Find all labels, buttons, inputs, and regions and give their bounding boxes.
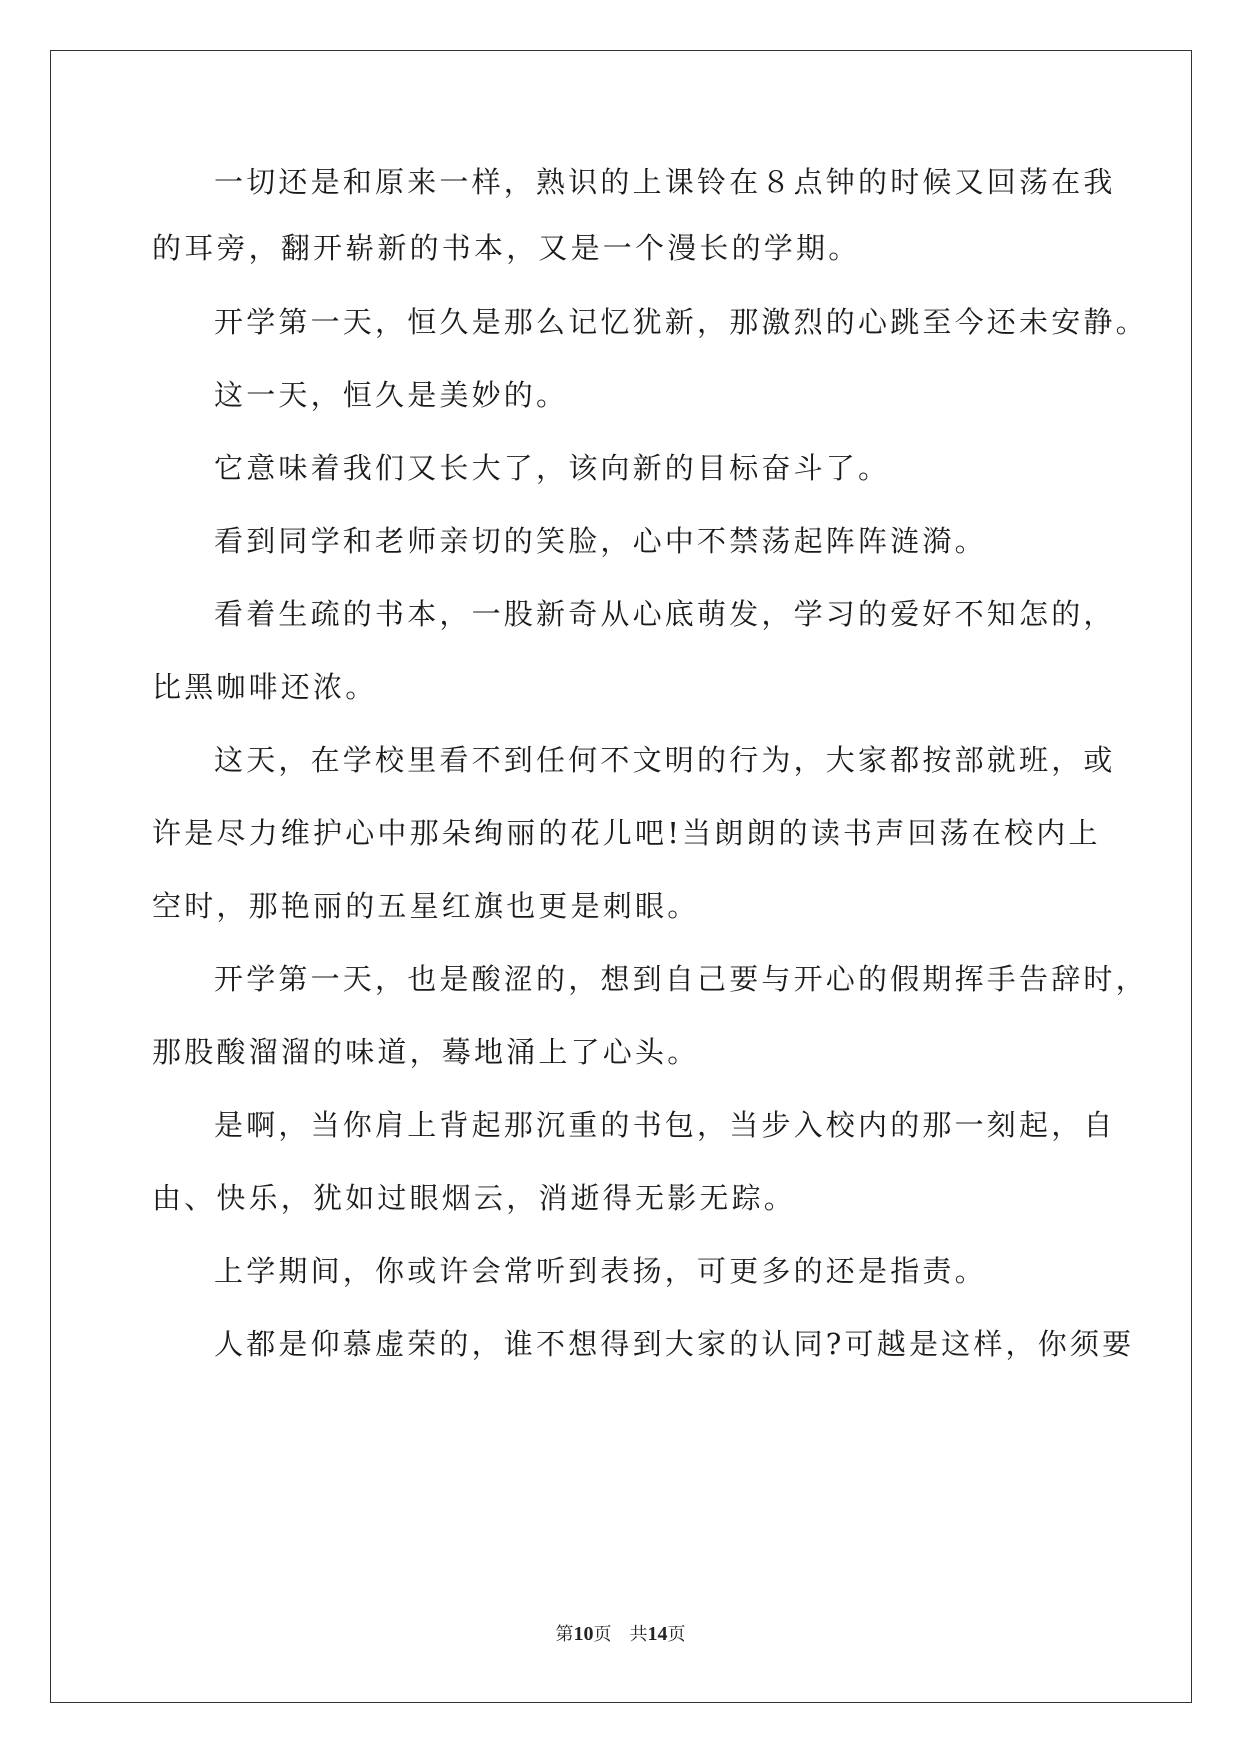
text-line: 一切还是和原来一样，熟识的上课铃在８点钟的时候又回荡在我: [214, 165, 1116, 199]
text-line: 开学第一天，恒久是那么记忆犹新，那激烈的心跳至今还未安静。: [214, 305, 1148, 339]
text-line: 看着生疏的书本，一股新奇从心底萌发，学习的爱好不知怎的，: [214, 597, 1116, 631]
text-line: 这一天，恒久是美妙的。: [214, 378, 569, 412]
footer-page-unit: 页: [593, 1624, 612, 1644]
page-border: [50, 50, 1192, 1703]
text-line: 它意味着我们又长大了，该向新的目标奋斗了。: [214, 451, 891, 485]
total-pages-number: 14: [647, 1623, 668, 1645]
text-line: 那股酸溜溜的味道，蓦地涌上了心头。: [152, 1035, 700, 1069]
footer-total-unit: 页: [667, 1624, 686, 1644]
text-line: 是啊，当你肩上背起那沉重的书包，当步入校内的那一刻起，自: [214, 1108, 1116, 1142]
text-line: 这天，在学校里看不到任何不文明的行为，大家都按部就班，或: [214, 743, 1116, 777]
footer-prefix: 第: [555, 1624, 574, 1644]
text-line: 人都是仰慕虚荣的，谁不想得到大家的认同?可越是这样，你须要: [214, 1327, 1135, 1361]
text-line: 许是尽力维护心中那朵绚丽的花儿吧!当朗朗的读书声回荡在校内上: [152, 816, 1101, 850]
text-line: 上学期间，你或许会常听到表扬，可更多的还是指责。: [214, 1254, 987, 1288]
text-line: 比黑咖啡还浓。: [152, 670, 378, 704]
text-line: 由、快乐，犹如过眼烟云，消逝得无影无踪。: [152, 1181, 797, 1215]
text-line: 空时，那艳丽的五星红旗也更是刺眼。: [152, 889, 700, 923]
current-page-number: 10: [573, 1623, 594, 1645]
footer-total-prefix: 共: [629, 1624, 648, 1644]
page-footer: [0, 1622, 1241, 1647]
text-line: 的耳旁，翻开崭新的书本，又是一个漫长的学期。: [152, 231, 861, 265]
text-line: 开学第一天，也是酸涩的，想到自己要与开心的假期挥手告辞时，: [214, 962, 1148, 996]
text-line: 看到同学和老师亲切的笑脸，心中不禁荡起阵阵涟漪。: [214, 524, 987, 558]
